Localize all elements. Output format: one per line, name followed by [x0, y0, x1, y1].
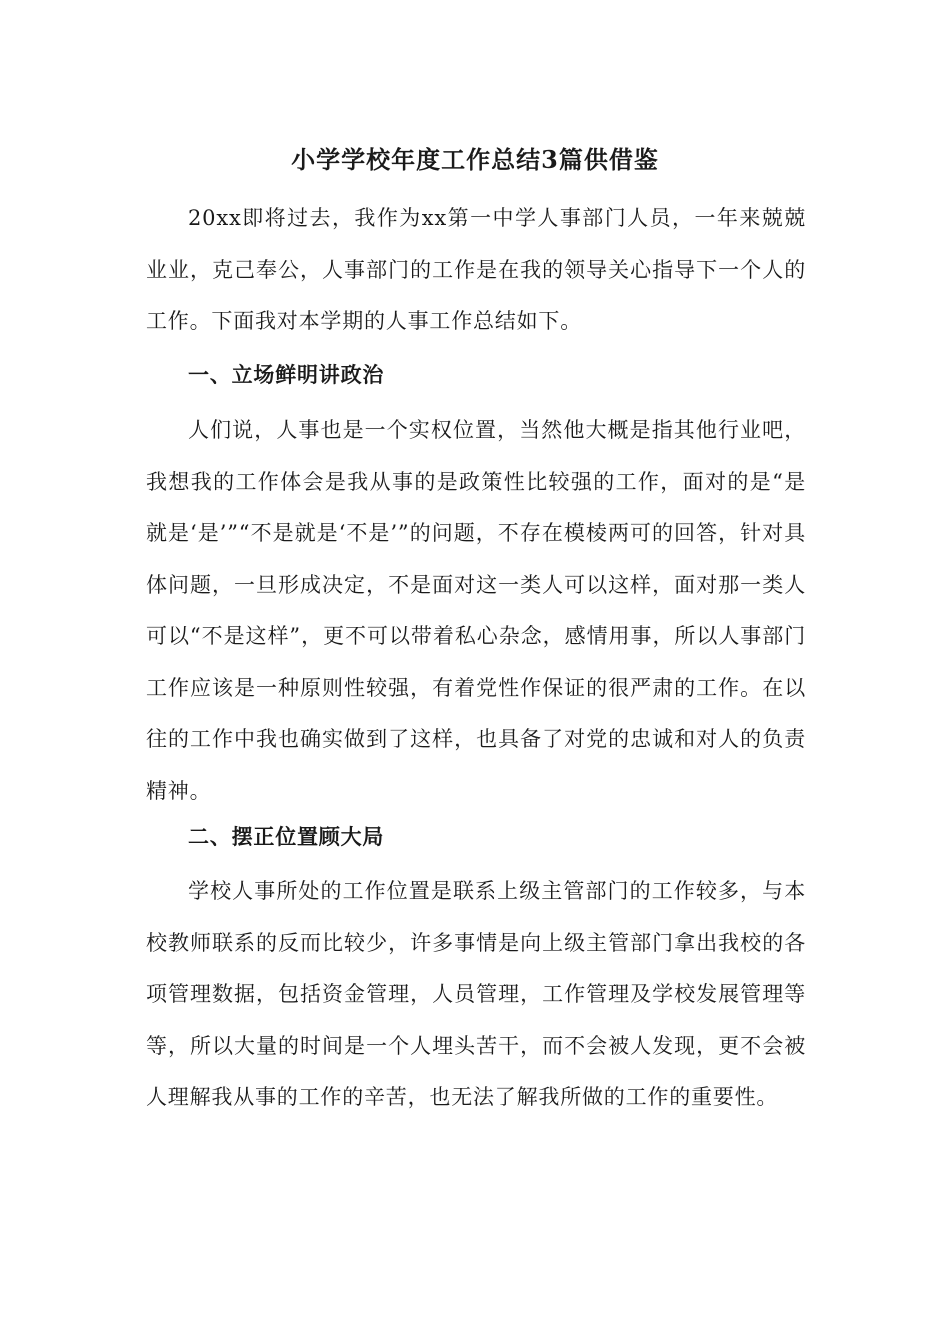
paragraph-intro: 20xx即将过去，我作为xx第一中学人事部门人员，一年来兢兢业业，克己奉公，人事部门的工作是在我的领导关心指导下一个人的工作。下面我对本学期的人事工作总结如下。	[146, 206, 806, 333]
section-heading-1: 一、立场鲜明讲政治	[188, 362, 385, 387]
paragraph-section-1: 人们说，人事也是一个实权位置，当然他大概是指其他行业吧，我想我的工作体会是我从事的是政策性比较强的工作，面对的是“是就是‘是’”“不是就是‘不是’”的问题，不存在模棱两可的回答，针对具体问题，一旦形成决定，不是面对这一类人可以这样，面对那一类人可以“不是这样”，更不可以带着私心杂念，感情用事，所以人事部门工作应该是一种原则性较强，有着党性作保证的很严肃的工作。在以往的工作中我也确实做到了这样，也具备了对党的忠诚和对人的负责精神。	[146, 418, 806, 803]
section-heading-2: 二、摆正位置顾大局	[188, 824, 385, 849]
document-title: 小学学校年度工作总结3篇供借鉴	[291, 145, 659, 174]
paragraph-section-2: 学校人事所处的工作位置是联系上级主管部门的工作较多，与本校教师联系的反而比较少，许多事情是向上级主管部门拿出我校的各项管理数据，包括资金管理，人员管理，工作管理及学校发展管理等等，所以大量的时间是一个人埋头苦干，而不会被人发现，更不会被人理解我从事的工作的辛苦，也无法了解我所做的工作的重要性。	[146, 879, 806, 1109]
